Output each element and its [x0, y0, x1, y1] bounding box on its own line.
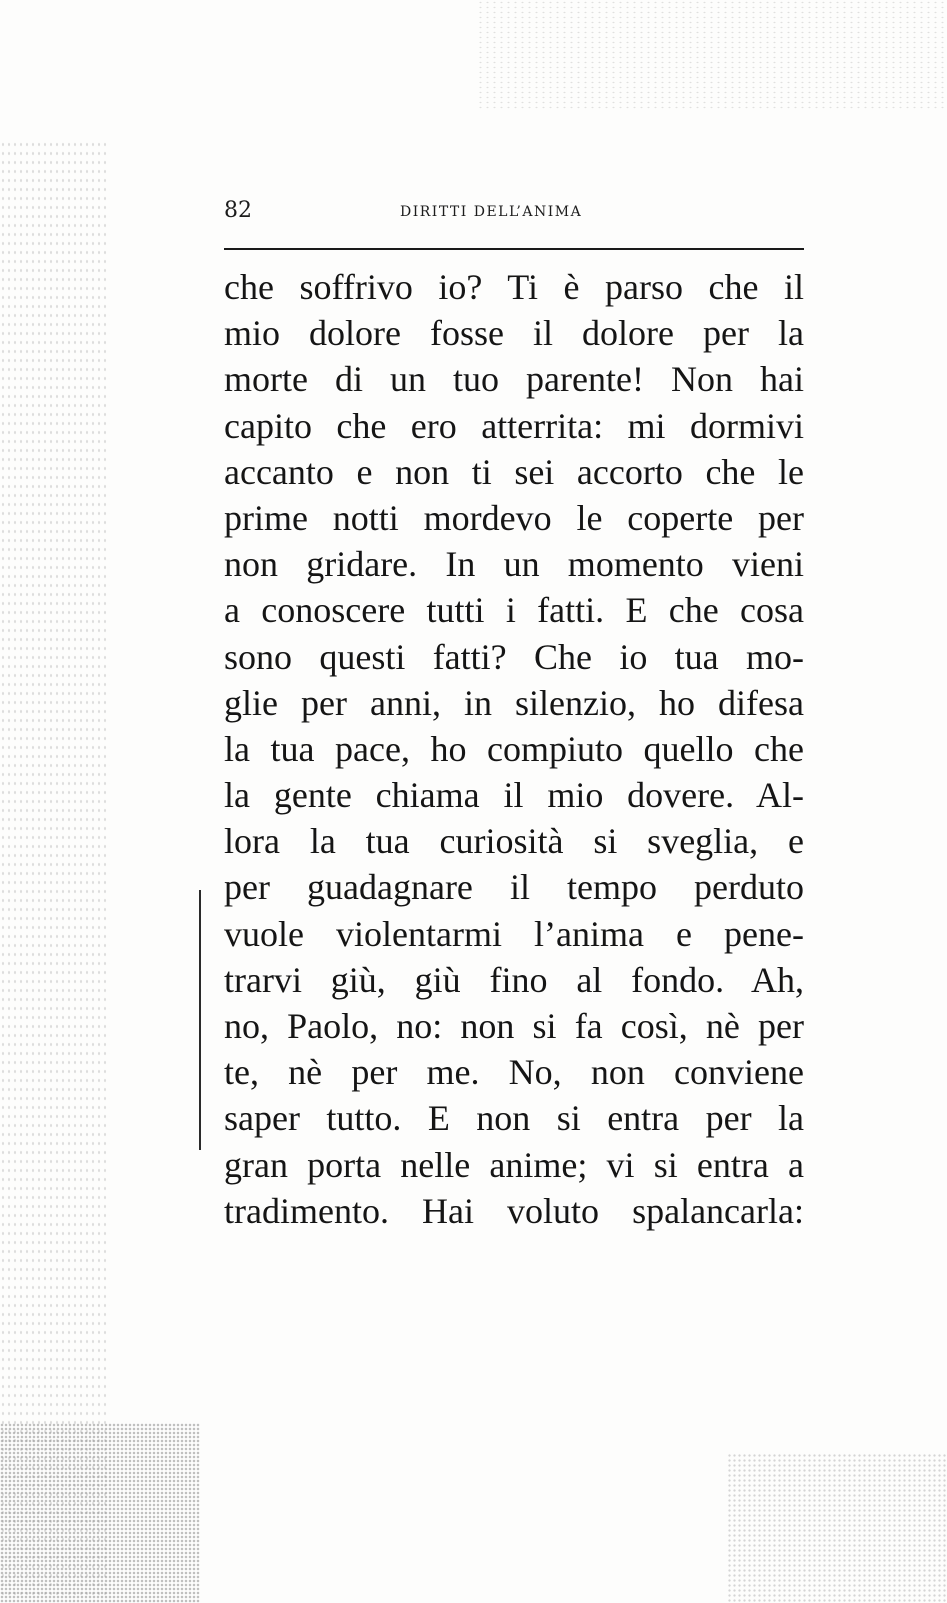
text-line: per guadagnare il tempo perduto [224, 867, 804, 908]
text-line: accanto e non ti sei accorto che le [224, 451, 804, 492]
paper-speckle-bottom-right [727, 1453, 947, 1603]
text-line: vuole violentarmi l’anima e pene- [224, 913, 804, 954]
paper-speckle-bottom-left [0, 1423, 200, 1603]
text-line: capito che ero atterrita: mi dormivi [224, 405, 804, 446]
text-line: la tua pace, ho compiuto quello che [224, 728, 804, 769]
header-rule [224, 248, 804, 250]
text-line: che soffrivo io? Ti è parso che il [224, 267, 804, 307]
text-line: non gridare. In un momento vieni [224, 544, 804, 585]
page-number: 82 [224, 198, 252, 223]
text-line: saper tutto. E non si entra per la [224, 1098, 804, 1139]
text-line: tradimento. Hai voluto spalancarla: [224, 1190, 804, 1231]
text-line: gran porta nelle anime; vi si entra a [224, 1144, 804, 1185]
text-line: lora la tua curiosità si sveglia, e [224, 821, 804, 862]
paper-speckle-left [0, 140, 110, 1600]
text-line: la gente chiama il mio dovere. Al- [224, 775, 804, 816]
text-line: glie per anni, in silenzio, ho difesa [224, 682, 804, 723]
text-line: trarvi giù, giù fino al fondo. Ah, [224, 959, 804, 1000]
text-line: a conoscere tutti i fatti. E che cosa [224, 590, 804, 631]
text-line: sono questi fatti? Che io tua mo- [224, 636, 804, 677]
text-line: te, nè per me. No, non conviene [224, 1052, 804, 1093]
body-text [224, 264, 804, 1234]
running-head: DIRITTI DELL’ANIMA [400, 204, 583, 220]
text-line: morte di un tuo parente! Non hai [224, 359, 804, 400]
text-line: prime notti mordevo le coperte per [224, 497, 804, 538]
text-line: no, Paolo, no: non si fa così, nè per [224, 1006, 804, 1046]
margin-mark [199, 890, 201, 1150]
page-header [224, 198, 804, 238]
text-line: mio dolore fosse il dolore per la [224, 313, 804, 354]
paper-speckle-top [477, 0, 947, 110]
